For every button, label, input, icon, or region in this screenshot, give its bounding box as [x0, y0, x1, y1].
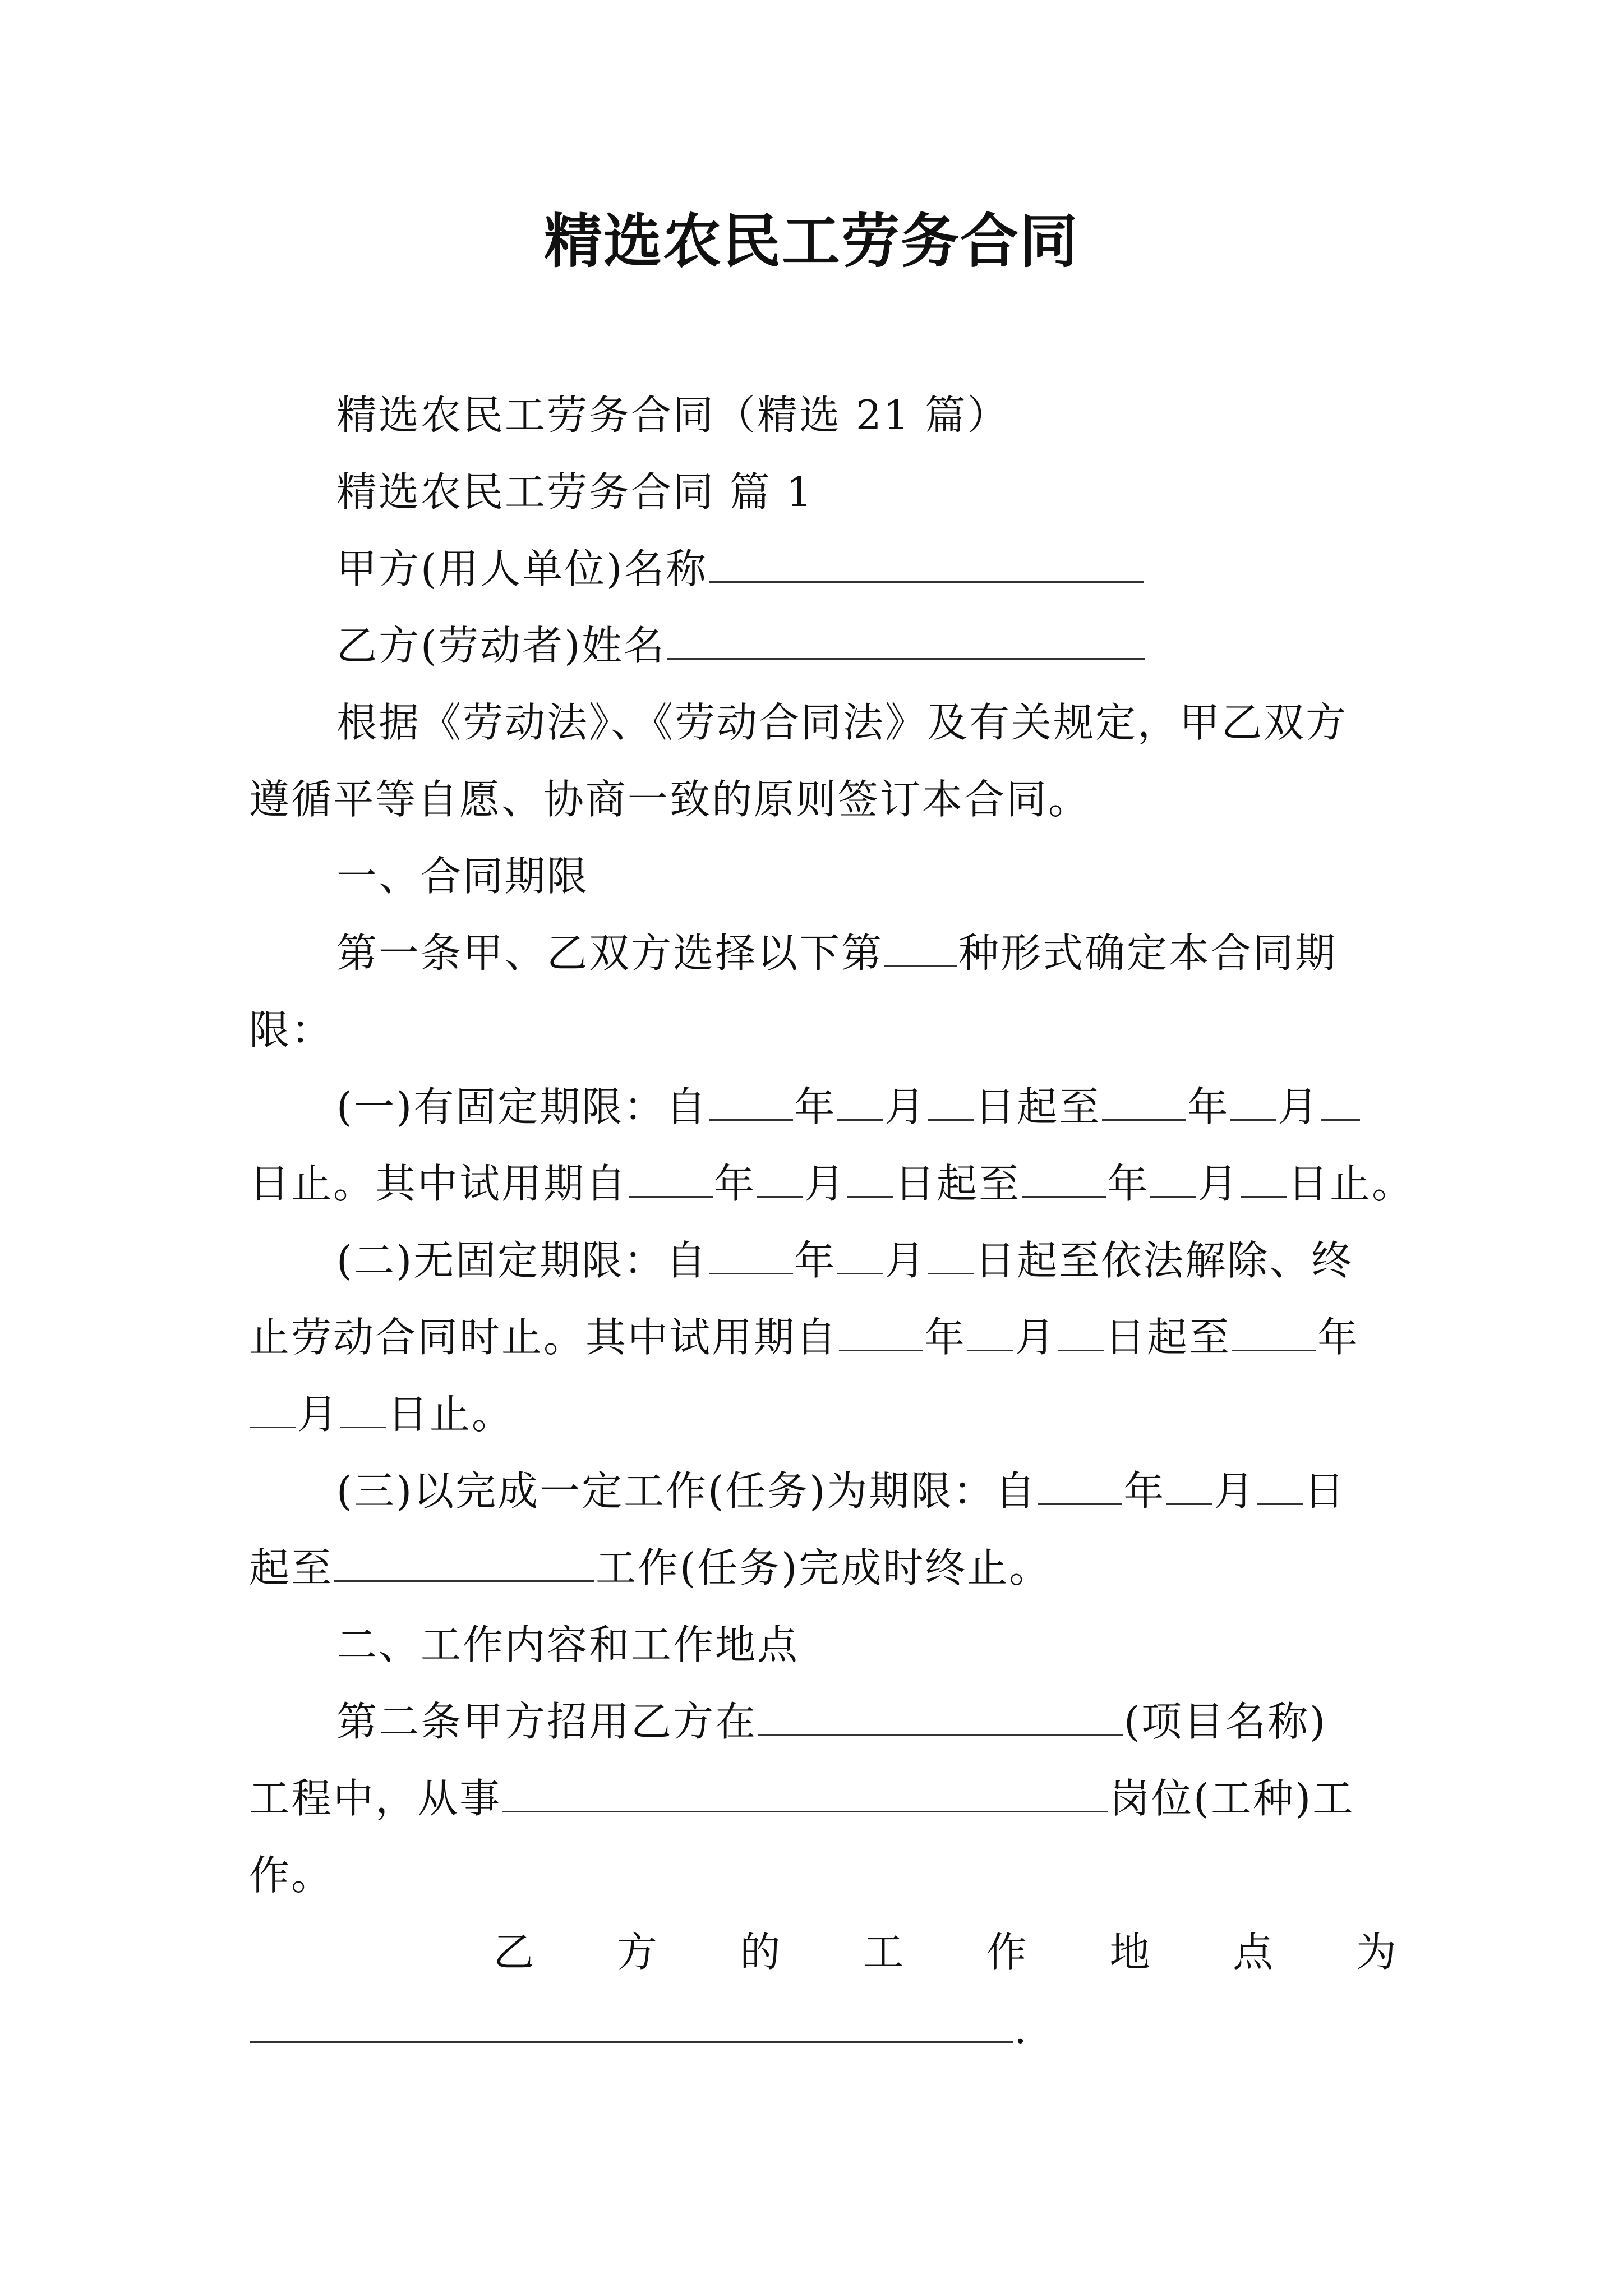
blank: [1022, 1157, 1106, 1198]
blank: [709, 1080, 793, 1121]
blank: [847, 1157, 893, 1198]
heading-contract-term: 一、合同期限: [336, 853, 589, 900]
document-title: 精选农民工劳务合同: [543, 206, 1079, 275]
fixed-term-label: (一)有固定期限：自: [336, 1083, 708, 1130]
project-name-blank: [758, 1695, 1123, 1736]
month-label: 月: [297, 1391, 340, 1438]
section-heading: 精选农民工劳务合同 篇 1: [336, 468, 814, 516]
day-from-label: 日起至: [1105, 1314, 1232, 1361]
fixed-term-line-1: [336, 1079, 1361, 1135]
blank: [1241, 1157, 1287, 1198]
task-term-from: 起至: [249, 1544, 334, 1591]
article-2-text-a: 第二条甲方招用乙方在: [336, 1698, 758, 1745]
task-term-end: 工作(任务)完成时终止。: [596, 1544, 1052, 1591]
task-term-line-1: [336, 1463, 1346, 1519]
blank: [709, 1234, 793, 1274]
blank: [1150, 1157, 1196, 1198]
day-end-label: 日止。: [388, 1391, 514, 1438]
workplace-char: 点: [1233, 1929, 1274, 1976]
year-label: 年: [714, 1160, 757, 1207]
probation-label: 日止。其中试用期自: [249, 1160, 628, 1207]
workplace-line: [494, 1924, 1396, 1980]
blank: [837, 1080, 883, 1121]
year-label: 年: [1187, 1083, 1230, 1130]
blank: [629, 1157, 713, 1198]
workplace-char: 地: [1109, 1929, 1150, 1976]
blank: [1038, 1464, 1122, 1505]
year-label: 年: [1107, 1160, 1150, 1207]
blank: [928, 1080, 974, 1121]
open-term-text: 日起至依法解除、终: [975, 1237, 1354, 1284]
month-label: 月: [1197, 1160, 1240, 1207]
task-blank: [334, 1541, 594, 1582]
party-b-label: 乙方(劳动者)姓名: [336, 622, 666, 669]
blank: [757, 1157, 803, 1198]
party-b-blank: [667, 619, 1145, 660]
blank: [1166, 1464, 1212, 1505]
blank: [250, 1387, 296, 1428]
day-from-label: 日起至: [975, 1083, 1101, 1130]
position-blank: [502, 1772, 1108, 1812]
party-a-label: 甲方(用人单位)名称: [336, 545, 708, 592]
blank: [928, 1234, 974, 1274]
workplace-char: 的: [740, 1929, 781, 1976]
heading-work-content: 二、工作内容和工作地点: [336, 1621, 800, 1668]
month-label: 月: [804, 1160, 847, 1207]
article-1-text-b: 种形式确定本合同期: [958, 930, 1338, 977]
document-subtitle: 精选农民工劳务合同（精选 21 篇）: [336, 392, 1009, 439]
day-from-label: 日起至: [895, 1160, 1021, 1207]
month-label: 月: [884, 1083, 927, 1130]
article-1-line-1: [336, 925, 1337, 981]
year-label: 年: [924, 1314, 967, 1361]
task-term-line-2: [249, 1540, 1051, 1596]
open-term-label: (二)无固定期限：自: [336, 1237, 708, 1284]
article-2-text-c: 工程中，从事: [249, 1775, 502, 1822]
blank: [837, 1234, 883, 1274]
blank: [1058, 1310, 1104, 1351]
open-term-line-2: [249, 1309, 1359, 1365]
day-label: 日: [1304, 1467, 1347, 1515]
workplace-char: 乙: [494, 1929, 534, 1976]
article-2-line-3: 作。: [249, 1852, 334, 1899]
fixed-term-line-2: [249, 1156, 1414, 1212]
blank: [1321, 1080, 1360, 1121]
article-1-line-2: 限：: [249, 1006, 334, 1053]
intro-line-2: 遵循平等自愿、协商一致的原则签订本合同。: [249, 776, 1091, 823]
blank: [1102, 1080, 1186, 1121]
year-label: 年: [794, 1083, 837, 1130]
party-a-line: [336, 541, 1145, 597]
open-term-line-1: [336, 1232, 1353, 1289]
blank: [1257, 1464, 1303, 1505]
blank: [967, 1310, 1013, 1351]
workplace-char: 工: [863, 1929, 904, 1976]
article-2-line-1: [336, 1694, 1327, 1750]
workplace-char: 作: [986, 1929, 1027, 1976]
month-label: 月: [884, 1237, 927, 1284]
workplace-char: 方: [616, 1929, 657, 1976]
party-b-line: [336, 618, 1146, 674]
open-term-probation: 止劳动合同时止。其中试用期自: [249, 1314, 838, 1361]
blank: [1232, 1310, 1316, 1351]
workplace-char: 为: [1355, 1929, 1396, 1976]
form-number-blank: [884, 926, 957, 967]
month-label: 月: [1214, 1467, 1256, 1515]
article-1-text-a: 第一条甲、乙双方选择以下第: [336, 930, 884, 977]
open-term-line-3: [249, 1386, 514, 1442]
year-label: 年: [1317, 1314, 1360, 1361]
article-2-text-d: 岗位(工种)工: [1109, 1775, 1355, 1822]
article-2-line-2: [249, 1770, 1354, 1826]
month-label: 月: [1278, 1083, 1320, 1130]
blank: [1230, 1080, 1276, 1121]
intro-line-1: 根据《劳动法》、《劳动合同法》及有关规定，甲乙双方: [336, 699, 1348, 746]
workplace-blank: [250, 2002, 1013, 2043]
task-term-label: (三)以完成一定工作(任务)为期限：自: [336, 1467, 1038, 1515]
day-end-label: 日止。: [1288, 1160, 1414, 1207]
year-label: 年: [1123, 1467, 1166, 1515]
workplace-blank-line: [249, 2001, 1029, 2057]
blank: [340, 1387, 386, 1428]
year-label: 年: [794, 1237, 837, 1284]
period-mark: .: [1014, 2005, 1029, 2053]
blank: [839, 1310, 923, 1351]
party-a-blank: [709, 542, 1144, 583]
article-2-text-b: (项目名称): [1124, 1698, 1327, 1745]
month-label: 月: [1015, 1314, 1057, 1361]
